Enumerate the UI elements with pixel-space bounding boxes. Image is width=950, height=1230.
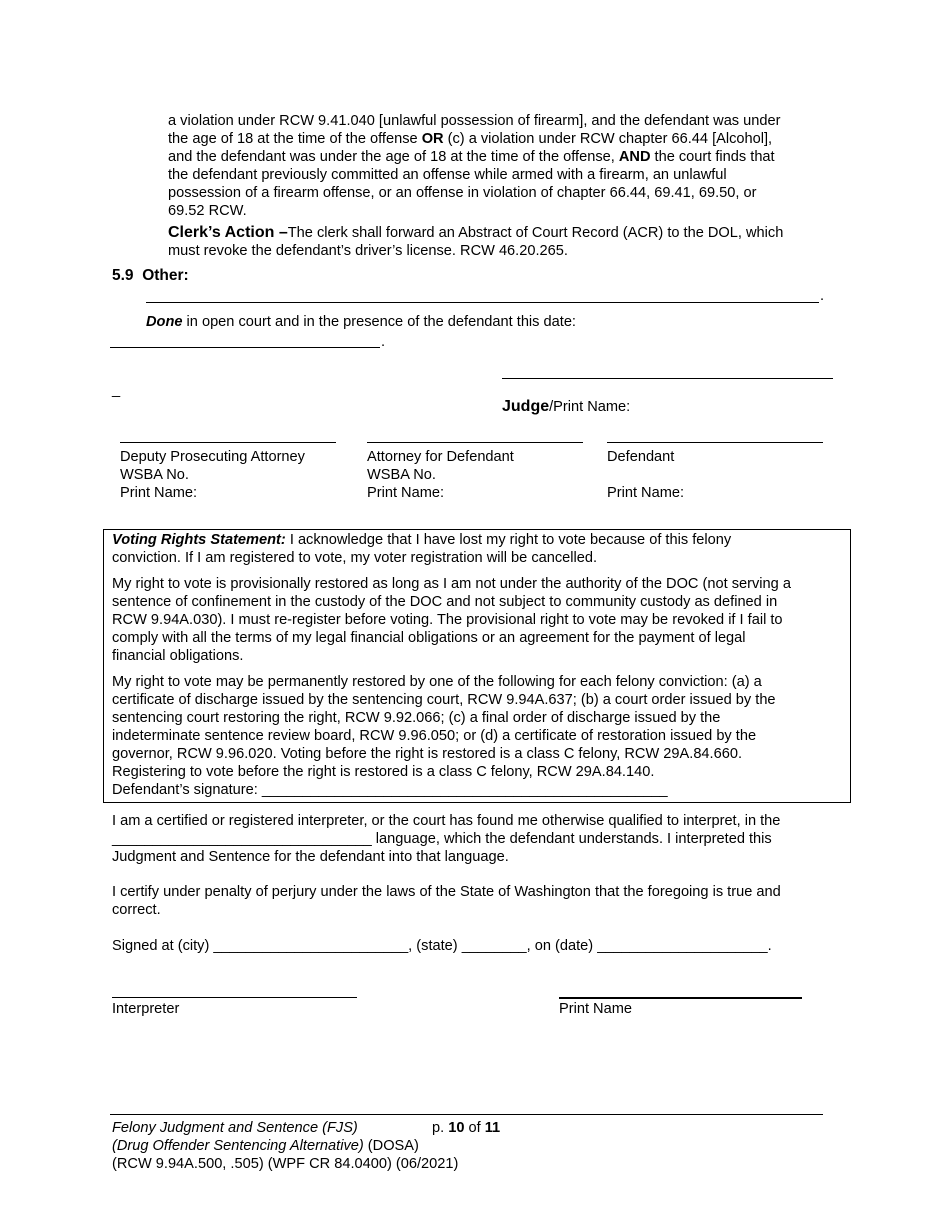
done-bold: Done [146, 314, 183, 330]
footer-rule [110, 1114, 823, 1115]
footer-line-3: (RCW 9.94A.500, .505) (WPF CR 84.0400) (06/2021) [112, 1156, 459, 1172]
clerk-action-text: The clerk shall forward an Abstract of Court Record (ACR) to the DOL, which [287, 225, 784, 241]
done-statement [146, 313, 576, 331]
intro-line-6: 69.52 RCW. [168, 203, 247, 219]
signer-title: Attorney for Defendant [367, 449, 514, 465]
attorney-signature-line[interactable] [367, 442, 583, 443]
judge-signature-line[interactable] [502, 378, 833, 379]
intro-line-3: and the defendant was under the age of 18 at the time of the offense, AND the court finds that [168, 149, 775, 165]
section-number: 5.9 [112, 267, 134, 284]
signer-wsba: WSBA No. [367, 467, 436, 483]
defendant-block [607, 448, 827, 502]
intro-paragraph [168, 112, 848, 220]
intro-line-1: a violation under RCW 9.41.040 [unlawful possession of firearm], and the defendant was under [168, 113, 781, 129]
signer-print-name: Print Name: [607, 485, 685, 501]
section-5-9 [112, 267, 189, 285]
prosecutor-signature-line[interactable] [120, 442, 336, 443]
signer-print-name: Print Name: [120, 485, 198, 501]
date-input-line[interactable] [110, 347, 380, 348]
judge-label [502, 398, 630, 416]
intro-line-4: the defendant previously committed an offense while armed with a firearm, an unlawful [168, 167, 727, 183]
done-text: in open court and in the presence of the defendant this date: [182, 314, 576, 330]
page-number: p. 10 of 11 [432, 1120, 501, 1136]
footer-line-2: (Drug Offender Sentencing Alternative) (DOSA) [112, 1138, 419, 1154]
voting-heading: Voting Rights Statement: [112, 532, 286, 548]
clerk-action [168, 224, 858, 260]
signer-title: Deputy Prosecuting Attorney [120, 449, 305, 465]
defendant-signature-line[interactable] [607, 442, 823, 443]
voting-p2: My right to vote is provisionally restored as long as I am not under the authority of the DOC (not serving a sentence of confinement in the custody of the DOC and not subject to community custody as defined in RCW 9.94A.030). I must re-register before voting. The provisional right to vote may be revoked if I fail to comply with all the terms of my legal financial obligations or an agreement for the payment of legal financial obligations. [112, 576, 791, 664]
other-input-line[interactable] [146, 302, 819, 303]
interpreter-label: Interpreter [112, 1001, 180, 1017]
print-name-line[interactable] [559, 997, 802, 999]
date-line-period: . [381, 334, 386, 350]
voting-p1: Voting Rights Statement: I acknowledge that I have lost my right to vote because of this felony [112, 532, 732, 548]
clerk-action-text-2: must revoke the defendant’s driver’s license. RCW 46.20.265. [168, 243, 568, 259]
signer-title: Defendant [607, 449, 675, 465]
section-label: Other: [142, 267, 189, 284]
voting-p3: My right to vote may be permanently restored by one of the following for each felony conviction: (a) a certificate of discharge issued by the sentencing court, RCW 9.94A.637; (b) a court order issued by the sentencing court restoring the right, RCW 9.92.066; (c) a final order of discharge issued by the indeterminate sentence review board, RCW 9.96.050; or (d) a certificate of restoration issued by the governor, RCW 9.96.020. Voting before the right is restored is a class C felony, RCW 29A.84.660. Registering to vote before the right is restored is a class C felony, RCW 29A.84.140. [112, 674, 776, 780]
attorney-block [367, 448, 597, 502]
signer-wsba [607, 466, 827, 484]
defendant-signature-field[interactable]: Defendant’s signature: __________________________________________________ [112, 782, 668, 798]
intro-line-5: possession of a firearm offense, or an offense in violation of chapter 66.44, 69.41, 69.50, or [168, 185, 757, 201]
stray-dash: _ [112, 382, 121, 398]
signer-print-name: Print Name: [367, 485, 445, 501]
voting-rights-content [112, 531, 847, 799]
intro-line-2: the age of 18 at the time of the offense OR (c) a violation under RCW chapter 66.44 [Alcohol], [168, 131, 773, 147]
judge-print-name: /Print Name: [549, 399, 631, 415]
signer-wsba: WSBA No. [120, 467, 189, 483]
voting-p1-line2: conviction. If I am registered to vote, my voter registration will be cancelled. [112, 550, 598, 566]
clerk-action-heading: Clerk’s Action – [168, 224, 288, 241]
footer [112, 1119, 812, 1173]
interpreter-statement: I am a certified or registered interpreter, or the court has found me otherwise qualified to interpret, in the ________________________________ language, which the defendant understands. I interpreted this Judgment and Sentence for the defendant into that language. [112, 812, 852, 866]
prosecutor-block [120, 448, 360, 502]
footer-title: Felony Judgment and Sentence (FJS) [112, 1120, 358, 1136]
language-field[interactable]: ________________________________ language, which the defendant understands. I interpreted this [112, 831, 772, 847]
certify-statement: I certify under penalty of perjury under the laws of the State of Washington that the foregoing is true and correct. [112, 884, 781, 918]
judge-bold: Judge [502, 398, 550, 415]
print-name-label: Print Name [559, 1001, 632, 1017]
signed-at-line[interactable]: Signed at (city) ________________________, (state) ________, on (date) _____________________. [112, 938, 772, 954]
other-line-period: . [820, 288, 825, 304]
footer-line-1 [112, 1119, 812, 1137]
interpreter-signature-line[interactable] [112, 997, 357, 998]
